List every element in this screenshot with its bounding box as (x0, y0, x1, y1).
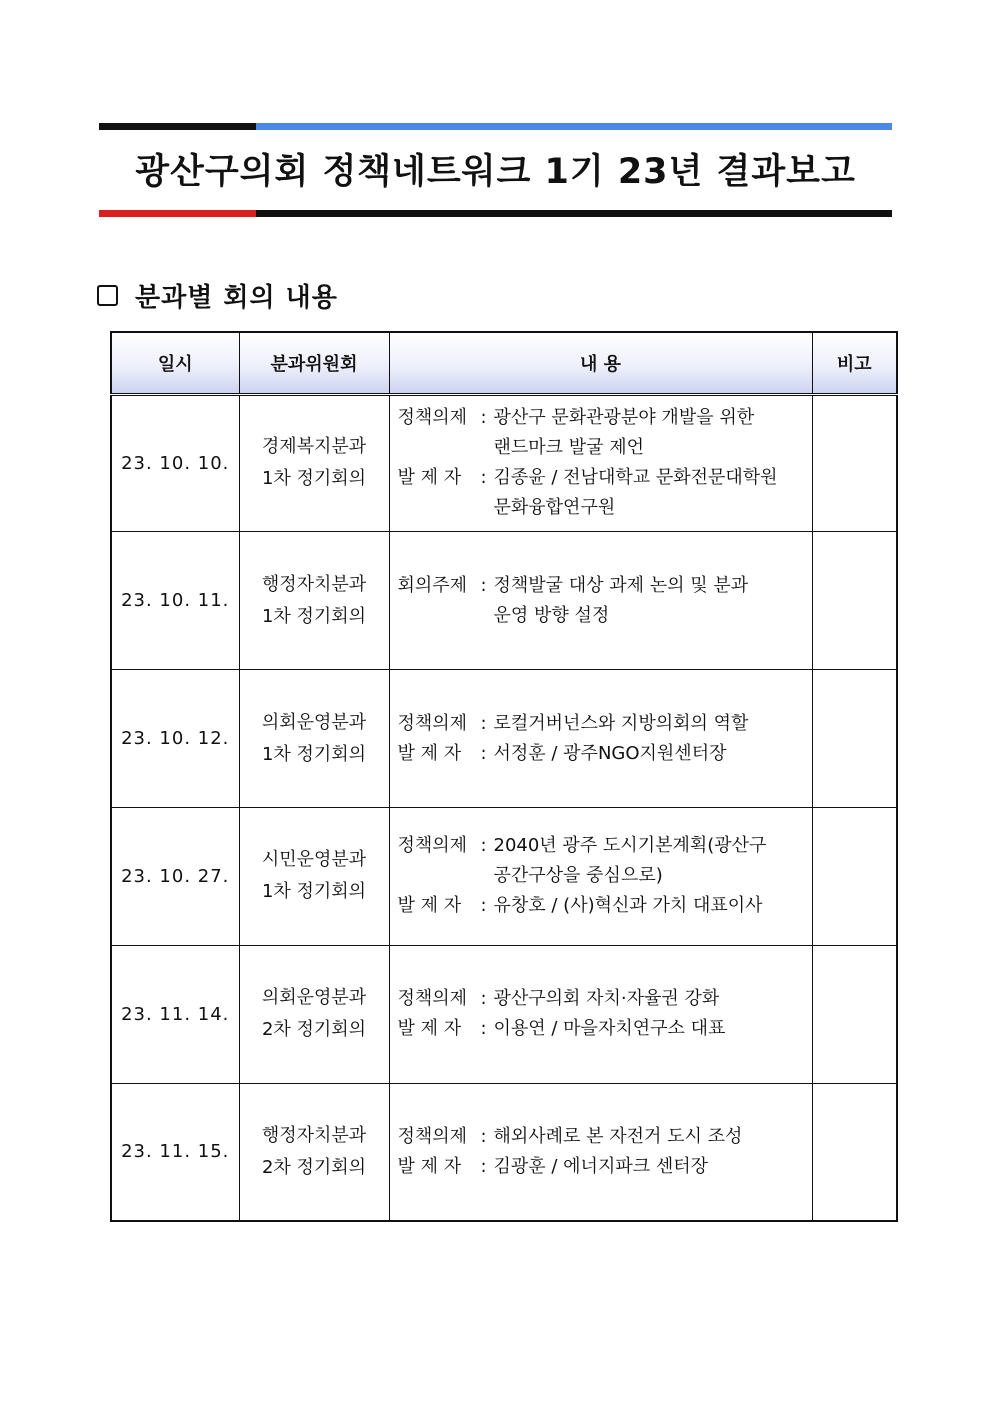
content-line (398, 493, 812, 523)
content-label: 발 제 자 (397, 1155, 462, 1177)
content-text: 김광훈 / 에너지파크 센터장 (493, 1155, 708, 1177)
content-label: 정책의제 (397, 407, 468, 429)
committee-line: 2차 정기회의 (261, 1019, 367, 1041)
content-line (398, 739, 812, 769)
content-colon: : (480, 1155, 487, 1177)
row-date: 23. 11. 14. (111, 945, 239, 1083)
table-row (111, 945, 897, 1083)
content-label: 발 제 자 (397, 742, 462, 764)
content-text: 서정훈 / 광주NGO지원센터장 (493, 742, 727, 764)
header-content: 내 용 (389, 332, 812, 394)
content-label: 정책의제 (397, 835, 468, 857)
checkbox-square-icon (97, 285, 118, 306)
header-date: 일시 (111, 332, 239, 394)
row-committee (239, 1083, 389, 1221)
content-colon (474, 861, 494, 891)
content-colon: : (480, 742, 487, 764)
content-label: 발 제 자 (397, 1018, 462, 1040)
row-date: 23. 10. 27. (111, 807, 239, 945)
content-line (398, 891, 812, 921)
content-text: 이용연 / 마을자치연구소 대표 (493, 1018, 726, 1040)
content-colon: : (480, 835, 487, 857)
content-label (398, 601, 474, 631)
committee-line: 1차 정기회의 (261, 468, 367, 490)
table-body (111, 394, 897, 1221)
row-remarks (812, 945, 897, 1083)
content-colon: : (480, 407, 487, 429)
row-committee (239, 945, 389, 1083)
row-content (389, 1083, 812, 1221)
content-colon (474, 493, 494, 523)
table-row (111, 532, 897, 670)
title-rule-top-right (256, 123, 892, 130)
content-line (398, 433, 812, 463)
content-colon: : (480, 895, 487, 917)
content-label (398, 861, 474, 891)
row-content (389, 532, 812, 670)
row-content (389, 945, 812, 1083)
committee-line: 1차 정기회의 (261, 881, 367, 903)
content-text: 유창호 / (사)혁신과 가치 대표이사 (493, 895, 763, 917)
header-committee: 분과위원회 (239, 332, 389, 394)
content-line (398, 709, 812, 739)
content-colon: : (480, 988, 487, 1010)
content-colon: : (480, 712, 487, 734)
content-line (398, 1122, 812, 1152)
committee-line: 의회운영분과 (261, 711, 367, 733)
table-row (111, 670, 897, 808)
content-line (398, 984, 812, 1014)
content-text: 로컬거버넌스와 지방의회의 역할 (493, 712, 749, 734)
content-text: 운영 방향 설정 (493, 604, 610, 626)
table-row (111, 807, 897, 945)
content-line (398, 601, 812, 631)
content-colon: : (480, 574, 487, 596)
committee-line: 경제복지분과 (261, 436, 367, 458)
content-label: 발 제 자 (397, 467, 462, 489)
content-line (398, 463, 812, 493)
content-colon (474, 433, 494, 463)
row-content (389, 670, 812, 808)
committee-line: 행정자치분과 (261, 1124, 367, 1146)
content-text: 광산구 문화관광분야 개발을 위한 (493, 407, 755, 429)
content-line (398, 571, 812, 601)
row-content (389, 394, 812, 532)
content-line (398, 861, 812, 891)
committee-line: 의회운영분과 (261, 987, 367, 1009)
content-colon: : (480, 1125, 487, 1147)
row-date: 23. 10. 11. (111, 532, 239, 670)
content-text: 문화융합연구원 (493, 497, 616, 519)
row-remarks (812, 532, 897, 670)
committee-line: 1차 정기회의 (261, 605, 367, 627)
committee-line: 1차 정기회의 (261, 743, 367, 765)
document-title: 광산구의회 정책네트워크 1기 23년 결과보고 (135, 152, 856, 192)
content-text: 김종윤 / 전남대학교 문화전문대학원 (493, 467, 778, 489)
row-date: 23. 11. 15. (111, 1083, 239, 1221)
committee-line: 2차 정기회의 (261, 1156, 367, 1178)
content-colon (474, 601, 494, 631)
content-line (398, 1014, 812, 1044)
content-label (398, 433, 474, 463)
content-text: 랜드마크 발굴 제언 (493, 437, 645, 459)
row-remarks (812, 1083, 897, 1221)
meeting-table (110, 331, 898, 1222)
content-label: 정책의제 (397, 712, 468, 734)
row-committee (239, 807, 389, 945)
row-date: 23. 10. 12. (111, 670, 239, 808)
row-committee (239, 394, 389, 532)
row-committee (239, 670, 389, 808)
table-row (111, 1083, 897, 1221)
row-date: 23. 10. 10. (111, 394, 239, 532)
section-heading (97, 277, 338, 313)
content-label: 정책의제 (397, 1125, 468, 1147)
table-row (111, 394, 897, 532)
row-remarks (812, 670, 897, 808)
content-text: 해외사례로 본 자전거 도시 조성 (493, 1125, 743, 1147)
row-remarks (812, 807, 897, 945)
row-committee (239, 532, 389, 670)
header-remarks: 비고 (812, 332, 897, 394)
content-line (398, 1152, 812, 1182)
content-line (398, 831, 812, 861)
content-text: 광산구의회 자치·자율권 강화 (493, 988, 720, 1010)
row-remarks (812, 394, 897, 532)
content-text: 2040년 광주 도시기본계획(광산구 (493, 835, 767, 857)
content-colon: : (480, 467, 487, 489)
content-colon: : (480, 1018, 487, 1040)
content-line (398, 403, 812, 433)
content-label (398, 493, 474, 523)
section-label: 분과별 회의 내용 (135, 282, 338, 313)
content-label: 정책의제 (397, 988, 468, 1010)
title-rule-top-left (99, 123, 256, 130)
row-content (389, 807, 812, 945)
content-label: 회의주제 (397, 574, 468, 596)
table-header-row (111, 332, 897, 394)
content-text: 공간구상을 중심으로) (493, 865, 663, 887)
title-rule-bottom-right (256, 210, 892, 217)
title-rule-bottom-left (99, 210, 256, 217)
committee-line: 행정자치분과 (261, 573, 367, 595)
committee-line: 시민운영분과 (261, 849, 367, 871)
content-label: 발 제 자 (397, 895, 462, 917)
content-text: 정책발굴 대상 과제 논의 및 분과 (493, 574, 749, 596)
